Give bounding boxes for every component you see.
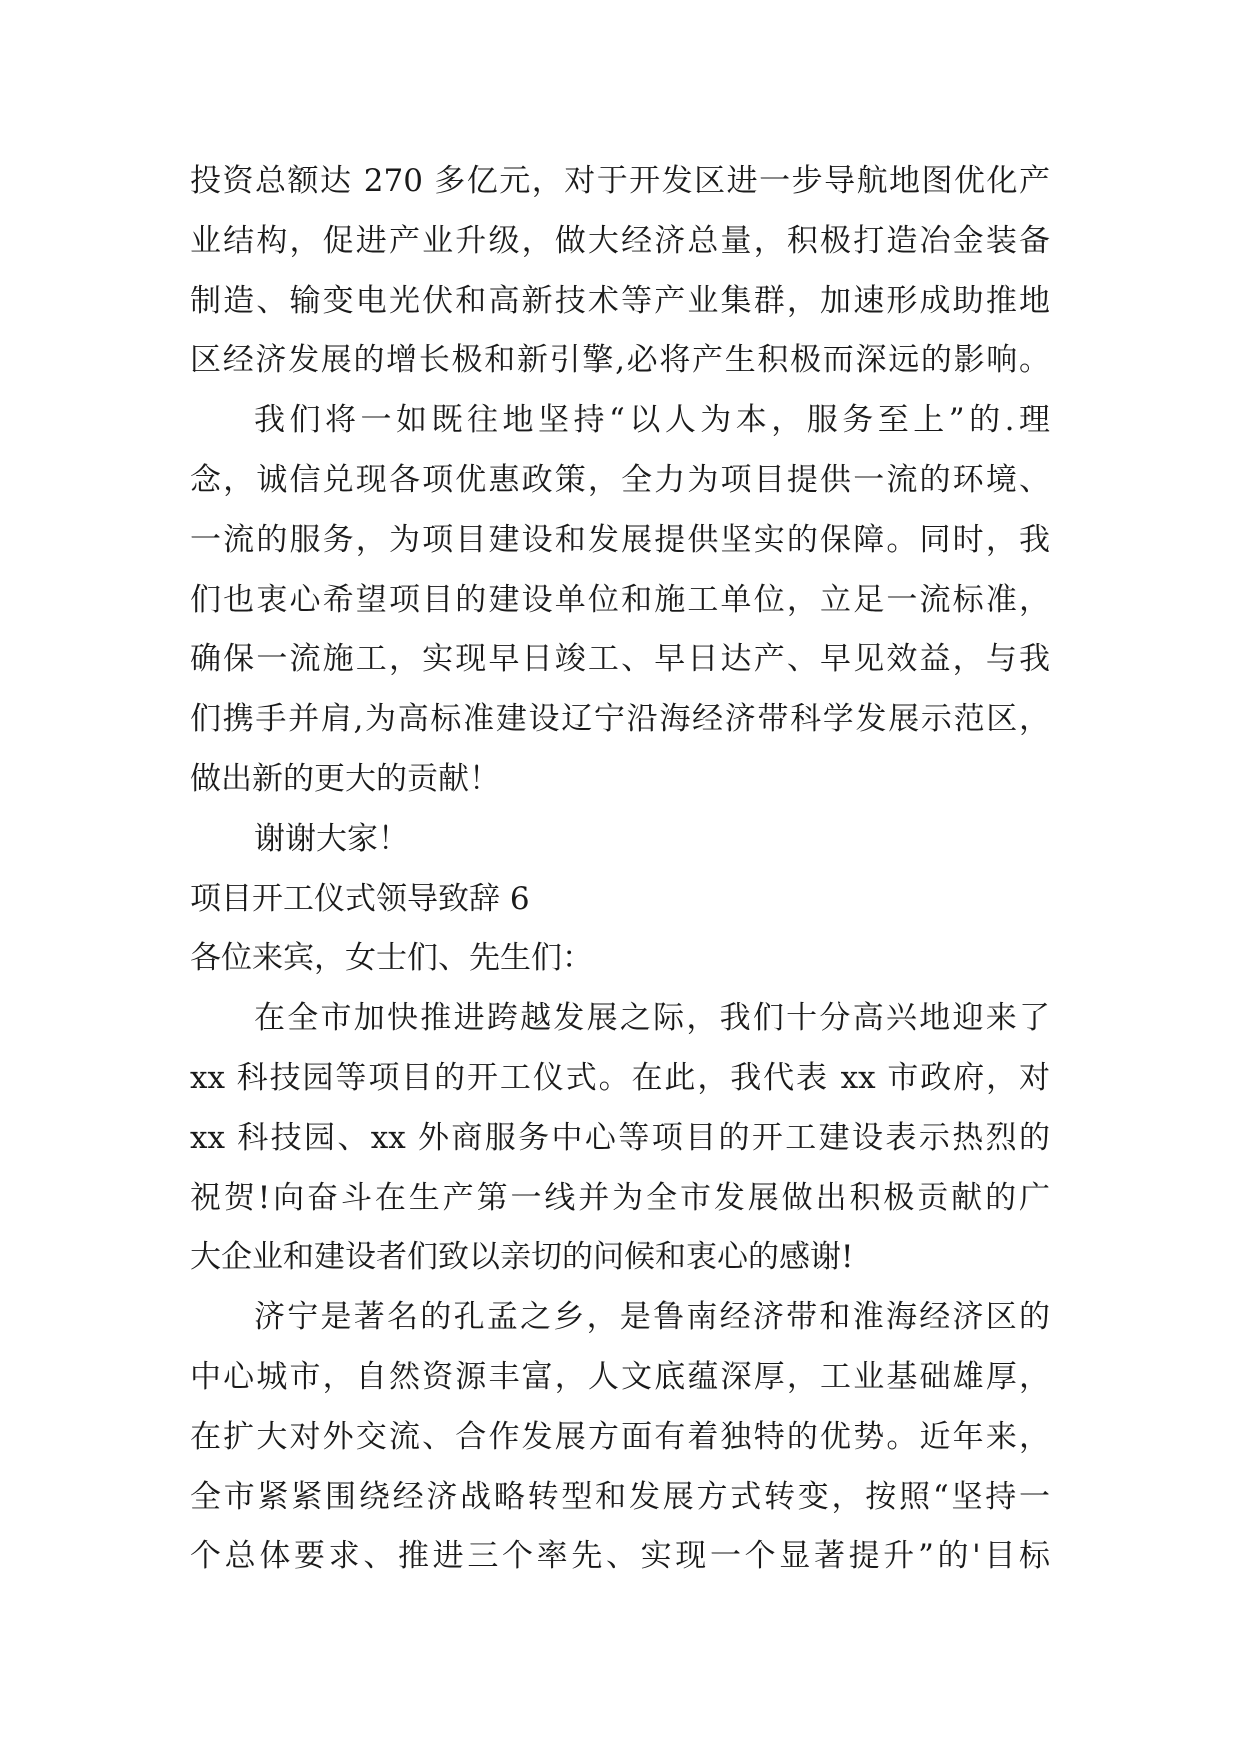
text-line: 业结构，促进产业升级，做大经济总量，积极打造冶金装备 <box>190 222 1050 259</box>
paragraph-1 <box>190 152 1050 391</box>
text-line: 在扩大对外交流、合作发展方面有着独特的优势。近年来， <box>190 1418 1050 1455</box>
text-line: 制造、输变电光伏和高新技术等产业集群，加速形成助推地 <box>190 282 1050 319</box>
text-line: 在全市加快推进跨越发展之际，我们十分高兴地迎来了 <box>254 1000 1050 1037</box>
heading-line: 项目开工仪式领导致辞 6 <box>190 880 530 917</box>
text-line: xx 科技园等项目的开工仪式。在此，我代表 xx 市政府，对 <box>190 1059 1050 1096</box>
text-line: 各位来宾，女士们、先生们： <box>190 940 593 977</box>
text-line: 中心城市，自然资源丰富，人文底蕴深厚，工业基础雄厚， <box>190 1358 1050 1395</box>
text-line: 投资总额达 270 多亿元，对于开发区进一步导航地图优化产 <box>190 163 1050 199</box>
paragraph-2 <box>190 391 1050 810</box>
text-line: xx 科技园、xx 外商服务中心等项目的开工建设表示热烈的 <box>190 1119 1050 1156</box>
paragraph-7 <box>190 1288 1050 1587</box>
text-line: 们也衷心希望项目的建设单位和施工单位，立足一流标准， <box>190 581 1050 618</box>
text-line: 谢谢大家！ <box>254 820 409 857</box>
text-line: 做出新的更大的贡献！ <box>190 760 500 797</box>
section-heading <box>190 870 1050 930</box>
text-line: 一流的服务，为项目建设和发展提供坚实的保障。同时，我 <box>190 521 1050 558</box>
text-line: 大企业和建设者们致以亲切的问候和衷心的感谢! <box>190 1239 854 1276</box>
paragraph-3 <box>190 810 1050 870</box>
document-body <box>190 152 1050 1587</box>
paragraph-6 <box>190 989 1050 1288</box>
text-line: 祝贺!向奋斗在生产第一线并为全市发展做出积极贡献的广 <box>190 1179 1050 1216</box>
text-line: 个总体要求、推进三个率先、实现一个显著提升”的'目标 <box>190 1538 1050 1575</box>
text-line: 区经济发展的增长极和新引擎,必将产生积极而深远的影响。 <box>190 342 1050 379</box>
salutation <box>190 929 1050 989</box>
text-line: 们携手并肩,为高标准建设辽宁沿海经济带科学发展示范区， <box>190 701 1050 738</box>
text-line: 全市紧紧围绕经济战略转型和发展方式转变，按照“坚持一 <box>190 1478 1050 1515</box>
text-line: 确保一流施工，实现早日竣工、早日达产、早见效益，与我 <box>190 641 1050 678</box>
text-line: 济宁是著名的孔孟之乡，是鲁南经济带和淮海经济区的 <box>254 1299 1050 1336</box>
text-line: 我们将一如既往地坚持“以人为本，服务至上”的.理 <box>254 402 1050 439</box>
text-line: 念，诚信兑现各项优惠政策，全力为项目提供一流的环境、 <box>190 461 1050 498</box>
